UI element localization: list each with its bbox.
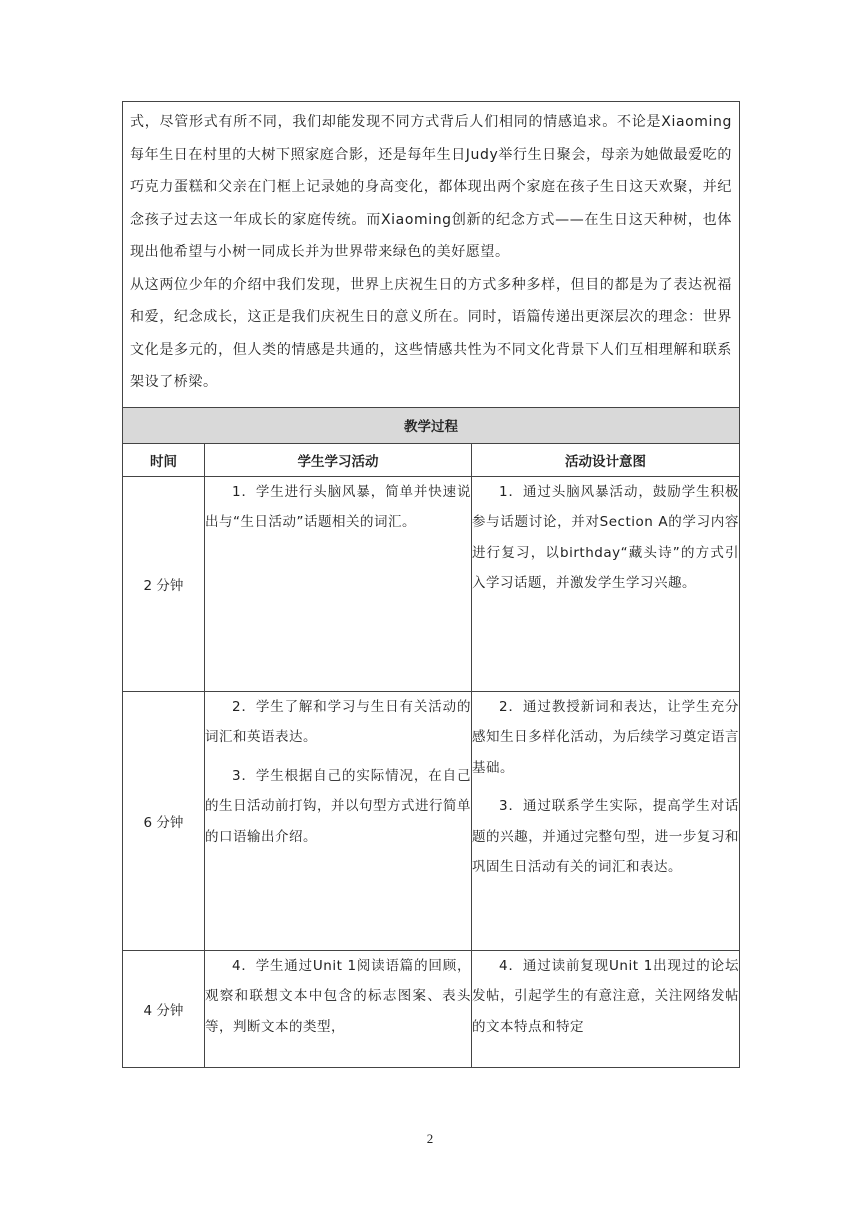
time-cell: 4 分钟	[123, 950, 205, 1067]
page-number: 2	[426, 1131, 434, 1146]
header-time: 时间	[123, 443, 205, 476]
lesson-plan-table	[122, 101, 740, 1068]
table-row	[123, 691, 740, 950]
activity-text: 3．学生根据自己的实际情况，在自己的生日活动前打钩，并以句型方式进行简单的口语输出介绍。	[205, 767, 471, 845]
activity-cell	[205, 950, 472, 1067]
intent-text: 2．通过教授新词和表达，让学生充分感知生日多样化活动，为后续学习奠定语言基础。	[472, 698, 739, 776]
time-cell: 2 分钟	[123, 476, 205, 691]
intent-text: 4．通过读前复现Unit 1出现过的论坛发帖，引起学生的有意注意，关注网络发帖的文本特点和特定	[472, 957, 739, 1035]
table-row	[123, 950, 740, 1067]
intent-cell	[472, 476, 740, 691]
intent-text: 3．通过联系学生实际，提高学生对话题的兴趣，并通过完整句型，进一步复习和巩固生日活动有关的词汇和表达。	[472, 798, 739, 876]
activity-text: 1．学生进行头脑风暴，简单并快速说出与“生日活动”话题相关的词汇。	[205, 483, 471, 531]
intent-cell	[472, 950, 740, 1067]
intro-paragraph: 从这两位少年的介绍中我们发现，世界上庆祝生日的方式多种多样，但目的都是为了表达祝福和爱，纪念成长，这正是我们庆祝生日的意义所在。同时，语篇传递出更深层次的理念：世界文化是多元的，但人类的情感是共通的，这些情感共性为不同文化背景下人们互相理解和联系架设了桥梁。	[130, 276, 732, 390]
time-cell: 6 分钟	[123, 691, 205, 950]
header-activity: 学生学习活动	[205, 443, 472, 476]
activity-cell	[205, 476, 472, 691]
table-row	[123, 476, 740, 691]
activity-text: 4．学生通过Unit 1阅读语篇的回顾，观察和联想文本中包含的标志图案、表头等，判断文本的类型，	[205, 957, 471, 1035]
activity-text: 2．学生了解和学习与生日有关活动的词汇和英语表达。	[205, 698, 471, 746]
header-intent: 活动设计意图	[472, 443, 740, 476]
intro-text	[123, 102, 739, 407]
intro-cell	[123, 102, 740, 408]
intent-cell	[472, 691, 740, 950]
intent-text: 1．通过头脑风暴活动，鼓励学生积极参与话题讨论，并对Section A的学习内容进行复习，以birthday“藏头诗”的方式引入学习话题，并激发学生学习兴趣。	[472, 483, 739, 592]
intro-row	[123, 102, 740, 408]
section-title: 教学过程	[123, 407, 740, 443]
intro-paragraph: 式，尽管形式有所不同，我们却能发现不同方式背后人们相同的情感追求。不论是Xiaoming每年生日在村里的大树下照家庭合影，还是每年生日Judy举行生日聚会，母亲为她做最爱吃的巧克力蛋糕和父亲在门框上记录她的身高变化，都体现出两个家庭在孩子生日这天欢聚，并纪念孩子过去这一年成长的家庭传统。而Xiaoming创新的纪念方式——在生日这天种树，也体现出他希望与小树一同成长并为世界带来绿色的美好愿望。	[130, 114, 732, 260]
section-banner-row	[123, 407, 740, 443]
column-header-row	[123, 443, 740, 476]
activity-cell	[205, 691, 472, 950]
